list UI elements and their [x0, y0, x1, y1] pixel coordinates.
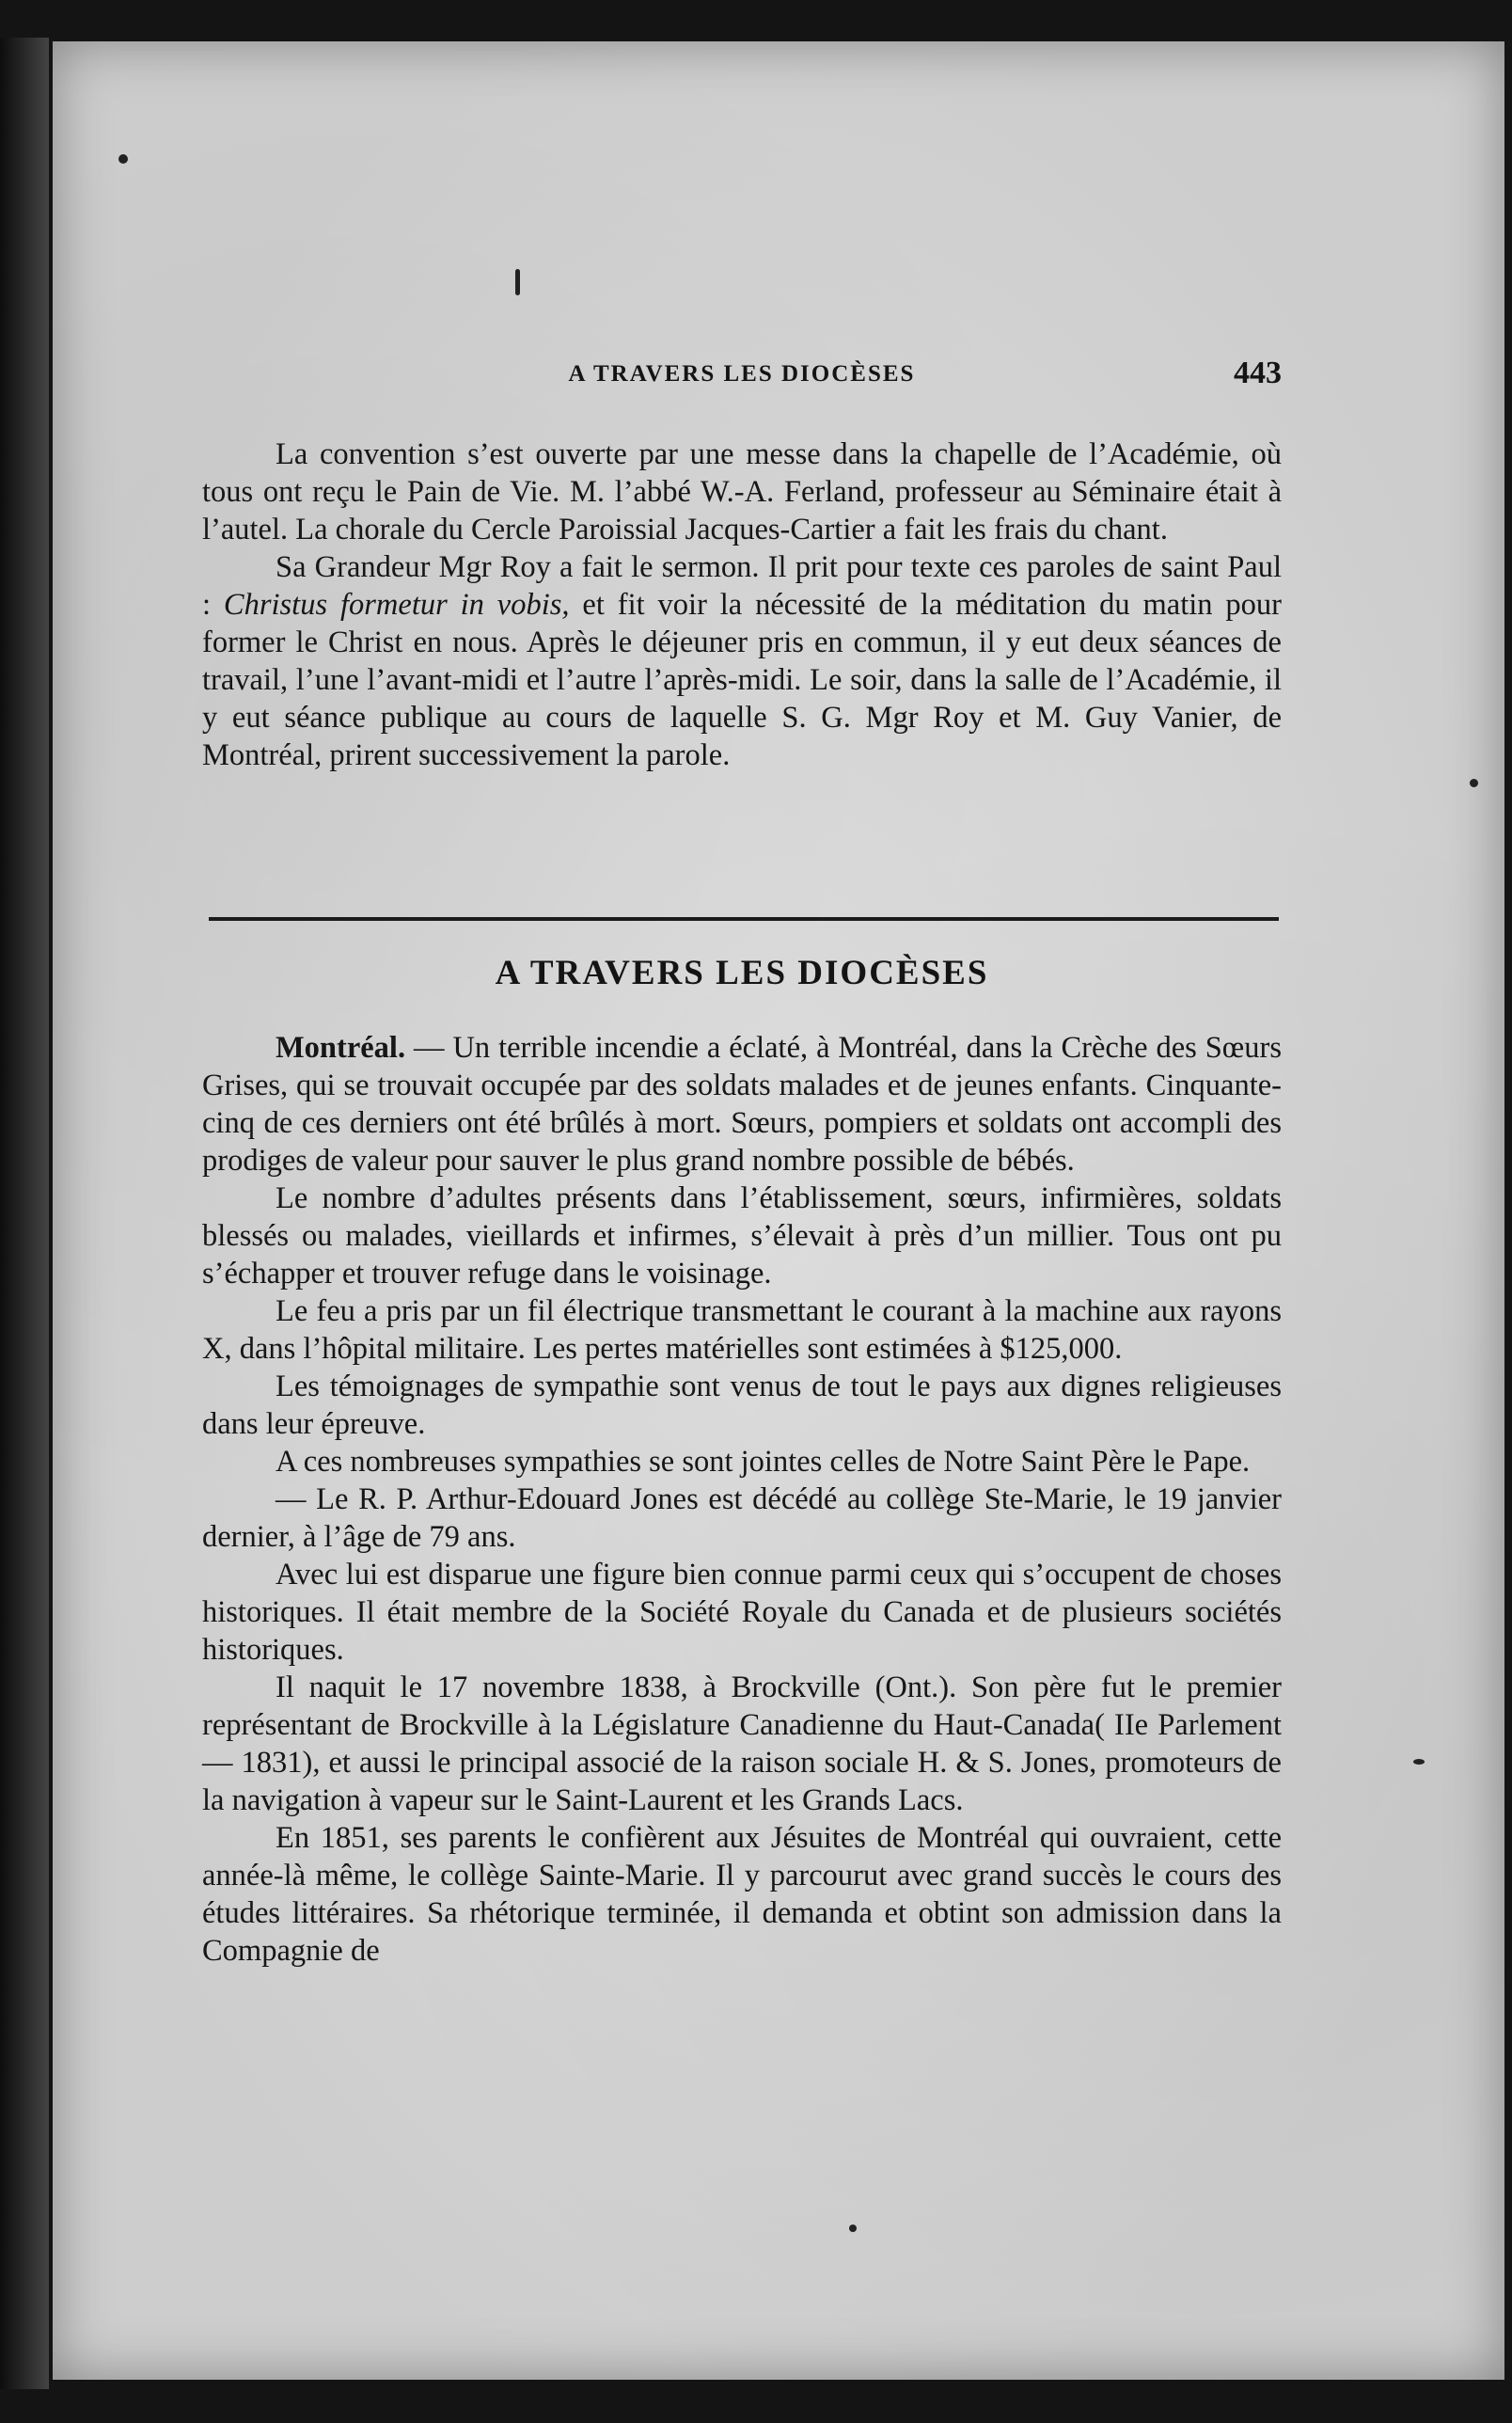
paragraph-jones-education: En 1851, ses parents le confièrent aux Jésuites de Montréal qui ouvraient, cette année-là même, le collège Sainte-Marie. Il y parcourut avec grand succès le cours des études littéraires. Sa rhétorique terminée, il demanda et obtint son admission dans la Compagnie de [202, 1821, 1282, 1968]
paragraph-sympathy: Les témoignages de sympathie sont venus de tout le pays aux dignes religieuses dans leur épreuve. [202, 1370, 1282, 1441]
book-binding-shadow [0, 38, 49, 2389]
ink-speck [849, 2225, 857, 2232]
ink-speck [118, 154, 128, 164]
page-number: 443 [1234, 356, 1282, 390]
running-header [202, 356, 1282, 393]
section-text-block [202, 1029, 1282, 1970]
paragraph-fire-cause: Le feu a pris par un fil électrique transmettant le courant à la machine aux rayons X, dans l’hôpital militaire. Les pertes matérielles sont estimées à $125,000. [202, 1294, 1282, 1366]
place-name-montreal: Montréal. [276, 1031, 406, 1065]
section-divider-rule [209, 917, 1279, 921]
ink-speck [515, 269, 520, 295]
ink-speck [1470, 779, 1478, 787]
paragraph-adults: Le nombre d’adultes présents dans l’établissement, sœurs, infirmières, soldats blessés ou malades, vieillards et infirmes, s’élevait à près d’un millier. Tous ont pu s’échapper et trouver refuge dans le voisinage. [202, 1181, 1282, 1291]
paragraph-pope: A ces nombreuses sympathies se sont jointes celles de Notre Saint Père le Pape. [276, 1445, 1251, 1479]
sermon-text-before: Sa Grandeur Mgr Roy a fait le sermon. Il prit pour texte ces paroles de saint Paul : [202, 550, 1282, 622]
paragraph-sermon [202, 548, 1282, 774]
paragraph-jones-birth: Il naquit le 17 novembre 1838, à Brockville (Ont.). Son père fut le premier représentant de Brockville à la Législature Canadienne du Haut-Canada( IIe Parlement — 1831), et aussi le principal associé de la raison sociale H. & S. Jones, promoteurs de la navigation à vapeur sur le Saint-Laurent et les Grands Lacs. [202, 1671, 1282, 1817]
paragraph-jones-historian: Avec lui est disparue une figure bien connue parmi ceux qui s’occupent de choses historiques. Il était membre de la Société Royale du Canada et de plusieurs sociétés historiques. [202, 1558, 1282, 1667]
paragraph-convention: La convention s’est ouverte par une messe dans la chapelle de l’Académie, où tous ont reçu le Pain de Vie. M. l’abbé W.-A. Ferland, professeur au Séminaire était à l’autel. La chorale du Cercle Paroissial Jacques-Cartier a fait les frais du chant. [202, 437, 1282, 546]
fire-text: — Un terrible incendie a éclaté, à Montréal, dans la Crèche des Sœurs Grises, qui se trouvait occupée par des soldats malades et de jeunes enfants. Cinquante-cinq de ces derniers ont été brûlés à mort. Sœurs, pompiers et soldats ont accompli des prodiges de valeur pour sauver le plus grand nombre possible de bébés. [202, 1031, 1282, 1178]
running-title: A TRAVERS LES DIOCÈSES [568, 361, 916, 387]
ink-speck [1413, 1759, 1425, 1765]
latin-quote: Christus formetur in vobis, [223, 588, 570, 622]
section-title: A TRAVERS LES DIOCÈSES [495, 954, 989, 992]
paragraph-montreal-fire [202, 1029, 1282, 1180]
top-text-block [202, 436, 1282, 774]
sermon-text-after: et fit voir la nécessité de la méditation du matin pour former le Christ en nous. Après le déjeuner pris en commun, il y eut deux séances de travail, l’une l’avant-midi et l’autre l’après-midi. Le soir, dans la salle de l’Académie, il y eut séance publique au cours de laquelle S. G. Mgr Roy et M. Guy Vanier, de Montréal, prirent successivement la parole. [202, 588, 1282, 772]
paragraph-jones-death: — Le R. P. Arthur-Edouard Jones est décédé au collège Ste-Marie, le 19 janvier dernier, à l’âge de 79 ans. [202, 1482, 1282, 1554]
